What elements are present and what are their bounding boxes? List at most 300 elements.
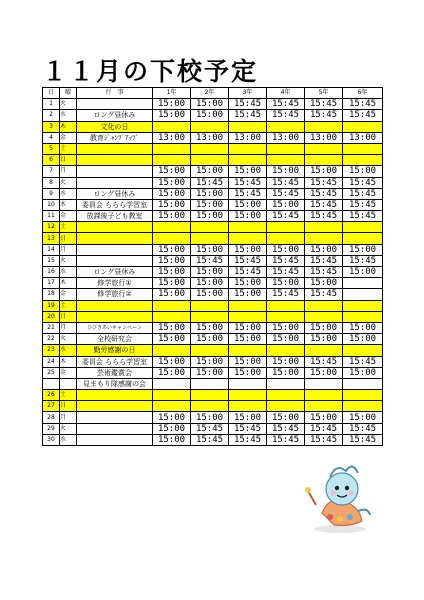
row-time-grade-1: 15:00 xyxy=(153,334,191,345)
table-row xyxy=(43,143,383,154)
row-weekday: 金 xyxy=(60,211,77,222)
row-time-grade-4: 15:45 xyxy=(267,255,305,266)
row-day: 26 xyxy=(43,390,60,401)
row-time-grade-6: 15:00 xyxy=(343,334,383,345)
row-time-grade-1 xyxy=(153,143,191,154)
row-time-grade-5: 15:45 xyxy=(305,188,343,199)
row-time-grade-6: 13:00 xyxy=(343,132,383,143)
row-time-grade-4: 15:45 xyxy=(267,289,305,300)
row-time-grade-4 xyxy=(267,390,305,401)
row-weekday: 水 xyxy=(60,188,77,199)
row-time-grade-5 xyxy=(305,233,343,244)
row-time-grade-2: 15:45 xyxy=(191,423,229,434)
schedule-table xyxy=(42,87,383,446)
row-weekday: 日 xyxy=(60,401,77,412)
row-time-grade-6 xyxy=(343,311,383,322)
row-event: 修学旅行① xyxy=(77,278,153,289)
row-time-grade-4 xyxy=(267,378,305,389)
row-time-grade-6 xyxy=(343,401,383,412)
row-event xyxy=(77,300,153,311)
row-time-grade-3: 15:00 xyxy=(229,322,267,333)
row-time-grade-4 xyxy=(267,155,305,166)
row-time-grade-3 xyxy=(229,345,267,356)
row-time-grade-6: 15:45 xyxy=(343,356,383,367)
row-time-grade-3: 15:00 xyxy=(229,211,267,222)
row-day: 3 xyxy=(43,121,60,132)
table-row xyxy=(43,222,383,233)
row-event xyxy=(77,166,153,177)
row-weekday: 金 xyxy=(60,289,77,300)
row-weekday: 日 xyxy=(60,311,77,322)
row-time-grade-1: 15:00 xyxy=(153,367,191,378)
row-time-grade-6 xyxy=(343,278,383,289)
row-time-grade-3: 15:45 xyxy=(229,99,267,110)
row-time-grade-1 xyxy=(153,401,191,412)
row-weekday: 木 xyxy=(60,199,77,210)
row-time-grade-1 xyxy=(153,233,191,244)
row-time-grade-5: 15:00 xyxy=(305,244,343,255)
row-time-grade-1: 15:00 xyxy=(153,110,191,121)
table-row xyxy=(43,367,383,378)
row-weekday: 木 xyxy=(60,278,77,289)
row-time-grade-6: 15:00 xyxy=(343,267,383,278)
row-time-grade-6: 15:45 xyxy=(343,255,383,266)
row-time-grade-2: 15:45 xyxy=(191,177,229,188)
row-time-grade-3 xyxy=(229,300,267,311)
row-day: 23 xyxy=(43,345,60,356)
row-time-grade-1: 15:00 xyxy=(153,244,191,255)
row-time-grade-6: 15:45 xyxy=(343,177,383,188)
table-row xyxy=(43,121,383,132)
row-event xyxy=(77,311,153,322)
row-time-grade-3: 15:00 xyxy=(229,412,267,423)
row-time-grade-3: 15:00 xyxy=(229,278,267,289)
row-time-grade-4: 15:45 xyxy=(267,110,305,121)
row-time-grade-1: 15:00 xyxy=(153,356,191,367)
row-time-grade-3 xyxy=(229,390,267,401)
row-event xyxy=(77,143,153,154)
row-time-grade-5 xyxy=(305,390,343,401)
row-time-grade-4: 13:00 xyxy=(267,132,305,143)
row-event: ひびきあいキャンペーン xyxy=(77,322,153,333)
row-time-grade-2 xyxy=(191,311,229,322)
row-time-grade-1 xyxy=(153,345,191,356)
row-time-grade-1: 15:00 xyxy=(153,278,191,289)
table-row xyxy=(43,378,383,389)
table-row xyxy=(43,132,383,143)
row-day: 5 xyxy=(43,143,60,154)
row-time-grade-2 xyxy=(191,233,229,244)
row-time-grade-2: 15:00 xyxy=(191,322,229,333)
row-time-grade-4: 15:45 xyxy=(267,177,305,188)
row-day: 12 xyxy=(43,222,60,233)
row-time-grade-3: 15:00 xyxy=(229,367,267,378)
row-event xyxy=(77,99,153,110)
row-weekday: 日 xyxy=(60,155,77,166)
row-event: 文化の日 xyxy=(77,121,153,132)
row-time-grade-3 xyxy=(229,401,267,412)
row-time-grade-6: 15:00 xyxy=(343,244,383,255)
row-event xyxy=(77,434,153,445)
row-event: 全校研究会 xyxy=(77,334,153,345)
table-row xyxy=(43,278,383,289)
row-time-grade-4: 15:45 xyxy=(267,423,305,434)
header-weekday: 曜 xyxy=(60,88,77,99)
row-time-grade-1: 15:00 xyxy=(153,412,191,423)
row-time-grade-6: 15:45 xyxy=(343,99,383,110)
row-time-grade-3 xyxy=(229,143,267,154)
row-weekday: 水 xyxy=(60,434,77,445)
table-row xyxy=(43,390,383,401)
row-time-grade-2 xyxy=(191,390,229,401)
row-time-grade-3: 15:00 xyxy=(229,356,267,367)
row-time-grade-1: 15:00 xyxy=(153,166,191,177)
table-row xyxy=(43,322,383,333)
row-event: 放課後子ども教室 xyxy=(77,211,153,222)
row-weekday: 土 xyxy=(60,300,77,311)
row-weekday: 月 xyxy=(60,166,77,177)
row-event xyxy=(77,155,153,166)
row-time-grade-3: 15:00 xyxy=(229,244,267,255)
row-weekday: 日 xyxy=(60,233,77,244)
row-weekday: 土 xyxy=(60,143,77,154)
row-time-grade-5: 15:45 xyxy=(305,434,343,445)
row-time-grade-4: 15:00 xyxy=(267,322,305,333)
table-row xyxy=(43,311,383,322)
row-time-grade-2 xyxy=(191,401,229,412)
row-time-grade-5: 15:00 xyxy=(305,166,343,177)
row-weekday: 火 xyxy=(60,99,77,110)
row-time-grade-1 xyxy=(153,121,191,132)
row-time-grade-5: 15:45 xyxy=(305,199,343,210)
table-row xyxy=(43,110,383,121)
row-time-grade-4: 15:00 xyxy=(267,334,305,345)
row-time-grade-6: 15:00 xyxy=(343,166,383,177)
row-time-grade-2: 15:00 xyxy=(191,166,229,177)
row-time-grade-4 xyxy=(267,311,305,322)
row-event: 教育ｼﾞｬﾝﾌﾟｱｯﾌﾟ xyxy=(77,132,153,143)
row-time-grade-5 xyxy=(305,143,343,154)
table-row xyxy=(43,345,383,356)
row-time-grade-1: 15:00 xyxy=(153,423,191,434)
row-time-grade-5 xyxy=(305,311,343,322)
row-event: 勤労感謝の日 xyxy=(77,345,153,356)
row-weekday: 火 xyxy=(60,334,77,345)
table-row xyxy=(43,401,383,412)
row-weekday: 土 xyxy=(60,222,77,233)
row-time-grade-6: 15:45 xyxy=(343,110,383,121)
row-time-grade-2: 15:00 xyxy=(191,199,229,210)
row-time-grade-5: 15:45 xyxy=(305,356,343,367)
row-time-grade-2: 15:00 xyxy=(191,110,229,121)
row-time-grade-1 xyxy=(153,378,191,389)
row-time-grade-4 xyxy=(267,222,305,233)
row-time-grade-4: 15:00 xyxy=(267,166,305,177)
row-day xyxy=(43,378,60,389)
row-time-grade-6 xyxy=(343,233,383,244)
row-time-grade-3: 15:45 xyxy=(229,255,267,266)
row-event: 修学旅行② xyxy=(77,289,153,300)
row-event: 委員会 ららら学習室 xyxy=(77,356,153,367)
row-time-grade-6 xyxy=(343,222,383,233)
row-day: 4 xyxy=(43,132,60,143)
row-time-grade-1: 15:00 xyxy=(153,434,191,445)
header-grade-1: 1年 xyxy=(153,88,191,99)
row-time-grade-2 xyxy=(191,155,229,166)
row-time-grade-4: 15:00 xyxy=(267,356,305,367)
row-weekday: 火 xyxy=(60,177,77,188)
row-time-grade-2: 15:45 xyxy=(191,255,229,266)
row-time-grade-2: 15:00 xyxy=(191,334,229,345)
row-event: 委員会 ららら学習室 xyxy=(77,199,153,210)
mascot-character-icon xyxy=(300,455,380,535)
row-day: 30 xyxy=(43,434,60,445)
row-day: 18 xyxy=(43,289,60,300)
row-time-grade-5: 15:00 xyxy=(305,412,343,423)
row-time-grade-5: 15:00 xyxy=(305,278,343,289)
row-event: ロング昼休み xyxy=(77,267,153,278)
row-time-grade-3: 15:00 xyxy=(229,199,267,210)
row-day: 28 xyxy=(43,412,60,423)
table-row xyxy=(43,199,383,210)
row-time-grade-1 xyxy=(153,300,191,311)
row-time-grade-1 xyxy=(153,155,191,166)
row-weekday: 金 xyxy=(60,132,77,143)
table-row xyxy=(43,211,383,222)
row-weekday: 火 xyxy=(60,255,77,266)
table-row xyxy=(43,155,383,166)
row-day: 9 xyxy=(43,188,60,199)
row-time-grade-4 xyxy=(267,345,305,356)
row-time-grade-2: 15:00 xyxy=(191,244,229,255)
row-day: 27 xyxy=(43,401,60,412)
row-time-grade-6: 15:45 xyxy=(343,423,383,434)
row-time-grade-5: 15:45 xyxy=(305,110,343,121)
row-weekday: 火 xyxy=(60,423,77,434)
row-time-grade-2: 15:00 xyxy=(191,267,229,278)
header-row xyxy=(43,88,383,99)
row-time-grade-2: 15:00 xyxy=(191,356,229,367)
row-time-grade-4: 15:00 xyxy=(267,367,305,378)
header-grade-5: 5年 xyxy=(305,88,343,99)
row-time-grade-6: 15:00 xyxy=(343,322,383,333)
row-event xyxy=(77,244,153,255)
row-event: 見まもり隊感謝の会 xyxy=(77,378,153,389)
row-day: 24 xyxy=(43,356,60,367)
row-time-grade-1: 15:00 xyxy=(153,177,191,188)
table-row xyxy=(43,255,383,266)
row-time-grade-6 xyxy=(343,155,383,166)
row-time-grade-1: 13:00 xyxy=(153,132,191,143)
row-event xyxy=(77,390,153,401)
row-time-grade-5 xyxy=(305,378,343,389)
row-day: 1 xyxy=(43,99,60,110)
row-weekday: 土 xyxy=(60,390,77,401)
row-time-grade-1 xyxy=(153,311,191,322)
table-row xyxy=(43,356,383,367)
header-day: 日 xyxy=(43,88,60,99)
row-time-grade-3: 15:00 xyxy=(229,166,267,177)
row-time-grade-2 xyxy=(191,222,229,233)
row-time-grade-4: 15:45 xyxy=(267,99,305,110)
row-day: 10 xyxy=(43,199,60,210)
row-day: 2 xyxy=(43,110,60,121)
row-day: 19 xyxy=(43,300,60,311)
row-time-grade-2: 15:00 xyxy=(191,188,229,199)
row-time-grade-6 xyxy=(343,390,383,401)
row-time-grade-6 xyxy=(343,121,383,132)
row-event: ロング昼休み xyxy=(77,188,153,199)
row-time-grade-5: 15:45 xyxy=(305,289,343,300)
table-row xyxy=(43,423,383,434)
row-time-grade-1: 15:00 xyxy=(153,267,191,278)
row-time-grade-4 xyxy=(267,233,305,244)
row-time-grade-5: 15:45 xyxy=(305,267,343,278)
row-day: 15 xyxy=(43,255,60,266)
row-time-grade-2: 15:00 xyxy=(191,278,229,289)
row-day: 14 xyxy=(43,244,60,255)
table-row xyxy=(43,177,383,188)
table-row xyxy=(43,166,383,177)
row-time-grade-1: 15:00 xyxy=(153,211,191,222)
row-day: 8 xyxy=(43,177,60,188)
row-time-grade-4 xyxy=(267,143,305,154)
table-row xyxy=(43,267,383,278)
row-event xyxy=(77,412,153,423)
row-time-grade-5: 15:45 xyxy=(305,177,343,188)
row-time-grade-6: 15:45 xyxy=(343,211,383,222)
row-time-grade-3: 15:45 xyxy=(229,267,267,278)
row-day: 22 xyxy=(43,334,60,345)
row-day: 6 xyxy=(43,155,60,166)
row-time-grade-1: 15:00 xyxy=(153,255,191,266)
row-time-grade-5 xyxy=(305,345,343,356)
row-time-grade-4: 15:00 xyxy=(267,199,305,210)
row-time-grade-5 xyxy=(305,155,343,166)
row-event xyxy=(77,423,153,434)
table-row xyxy=(43,233,383,244)
header-grade-6: 6年 xyxy=(343,88,383,99)
row-time-grade-5 xyxy=(305,121,343,132)
row-time-grade-3: 15:45 xyxy=(229,434,267,445)
row-event xyxy=(77,222,153,233)
row-day: 16 xyxy=(43,267,60,278)
row-time-grade-1: 15:00 xyxy=(153,322,191,333)
table-row xyxy=(43,244,383,255)
table-row xyxy=(43,289,383,300)
row-time-grade-5 xyxy=(305,222,343,233)
row-day: 29 xyxy=(43,423,60,434)
row-weekday: 月 xyxy=(60,244,77,255)
row-weekday: 木 xyxy=(60,121,77,132)
row-time-grade-6 xyxy=(343,289,383,300)
row-time-grade-3: 15:00 xyxy=(229,289,267,300)
row-time-grade-1: 15:00 xyxy=(153,188,191,199)
row-time-grade-3 xyxy=(229,311,267,322)
row-time-grade-5: 15:45 xyxy=(305,211,343,222)
row-event xyxy=(77,233,153,244)
row-time-grade-3: 15:45 xyxy=(229,110,267,121)
row-time-grade-2 xyxy=(191,121,229,132)
row-day: 17 xyxy=(43,278,60,289)
table-row xyxy=(43,412,383,423)
row-day: 7 xyxy=(43,166,60,177)
row-time-grade-4: 15:00 xyxy=(267,412,305,423)
row-time-grade-5: 15:45 xyxy=(305,99,343,110)
table-row xyxy=(43,99,383,110)
row-time-grade-6: 15:45 xyxy=(343,434,383,445)
row-time-grade-4 xyxy=(267,401,305,412)
row-time-grade-4: 15:45 xyxy=(267,188,305,199)
row-time-grade-2: 15:00 xyxy=(191,412,229,423)
row-time-grade-4: 15:45 xyxy=(267,211,305,222)
row-time-grade-4 xyxy=(267,300,305,311)
row-time-grade-4: 15:00 xyxy=(267,278,305,289)
row-time-grade-3: 15:00 xyxy=(229,334,267,345)
row-day: 13 xyxy=(43,233,60,244)
row-time-grade-1 xyxy=(153,390,191,401)
row-time-grade-3 xyxy=(229,121,267,132)
row-time-grade-2 xyxy=(191,345,229,356)
row-time-grade-3 xyxy=(229,222,267,233)
row-time-grade-5: 13:00 xyxy=(305,132,343,143)
table-row xyxy=(43,334,383,345)
row-time-grade-2: 15:00 xyxy=(191,367,229,378)
row-time-grade-6: 15:45 xyxy=(343,188,383,199)
row-event xyxy=(77,177,153,188)
row-time-grade-2: 13:00 xyxy=(191,132,229,143)
row-weekday xyxy=(60,378,77,389)
row-time-grade-6: 15:45 xyxy=(343,199,383,210)
row-time-grade-6 xyxy=(343,300,383,311)
row-time-grade-5: 15:45 xyxy=(305,423,343,434)
row-time-grade-3 xyxy=(229,378,267,389)
row-time-grade-2 xyxy=(191,300,229,311)
row-time-grade-6 xyxy=(343,345,383,356)
row-time-grade-2: 15:00 xyxy=(191,99,229,110)
row-time-grade-4: 15:45 xyxy=(267,267,305,278)
row-time-grade-5: 15:00 xyxy=(305,322,343,333)
header-grade-2: 2年 xyxy=(191,88,229,99)
row-event xyxy=(77,401,153,412)
page-title: １１月の下校予定 xyxy=(42,57,259,86)
row-time-grade-5: 15:45 xyxy=(305,255,343,266)
row-time-grade-5: 15:00 xyxy=(305,334,343,345)
row-time-grade-2 xyxy=(191,378,229,389)
row-weekday: 水 xyxy=(60,267,77,278)
row-weekday: 月 xyxy=(60,322,77,333)
row-weekday: 水 xyxy=(60,345,77,356)
row-time-grade-5 xyxy=(305,401,343,412)
row-event: ロング昼休み xyxy=(77,110,153,121)
row-day: 25 xyxy=(43,367,60,378)
row-time-grade-1: 15:00 xyxy=(153,289,191,300)
row-time-grade-2: 15:00 xyxy=(191,211,229,222)
row-weekday: 月 xyxy=(60,412,77,423)
row-time-grade-4: 15:00 xyxy=(267,244,305,255)
row-time-grade-3: 13:00 xyxy=(229,132,267,143)
row-time-grade-4: 15:45 xyxy=(267,434,305,445)
row-time-grade-2 xyxy=(191,143,229,154)
row-time-grade-1: 15:00 xyxy=(153,199,191,210)
table-row xyxy=(43,434,383,445)
row-time-grade-6 xyxy=(343,378,383,389)
row-time-grade-3: 15:45 xyxy=(229,177,267,188)
header-grade-3: 3年 xyxy=(229,88,267,99)
table-row xyxy=(43,188,383,199)
row-time-grade-6: 15:00 xyxy=(343,367,383,378)
row-time-grade-6: 15:00 xyxy=(343,412,383,423)
